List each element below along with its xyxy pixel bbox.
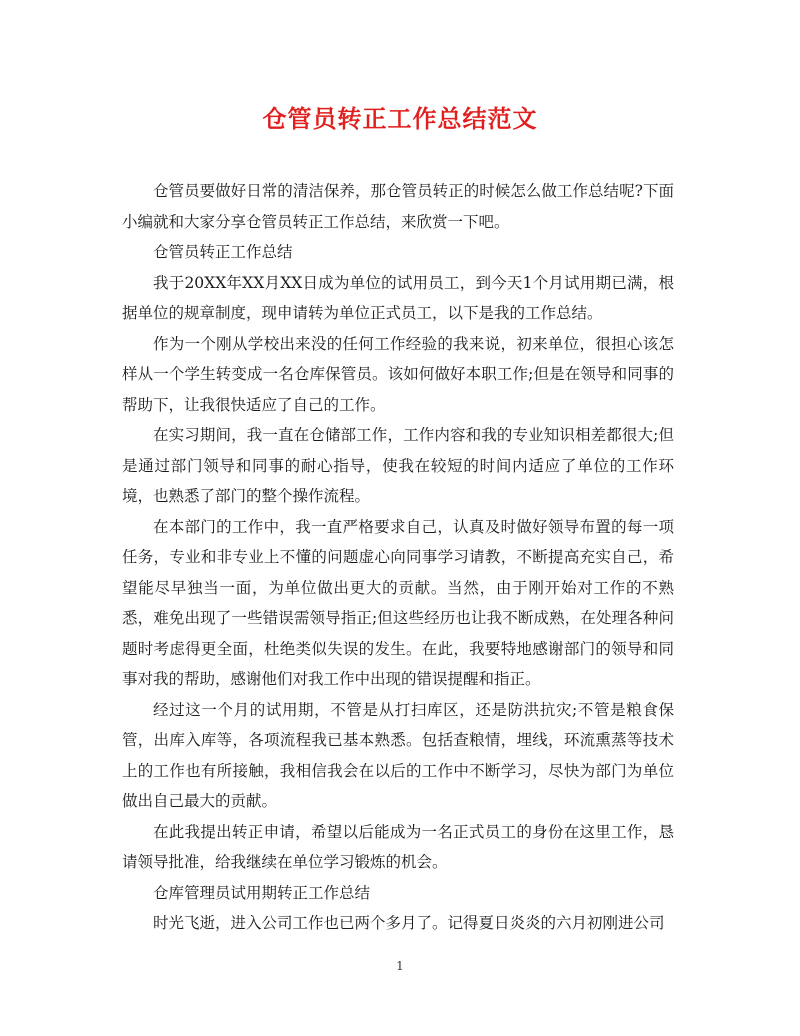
body-paragraph: 在实习期间，我一直在仓储部工作，工作内容和我的专业知识相差都很大;但是通过部门领导和同事的耐心指导，使我在较短的时间内适应了单位的工作环境，也熟悉了部门的整个操作流程。 xyxy=(122,426,674,505)
section-heading: 仓管员转正工作总结 xyxy=(153,243,293,261)
body-paragraph: 作为一个刚从学校出来没的任何工作经验的我来说，初来单位，很担心该怎样从一个学生转变成一名仓库保管员。该如何做好本职工作;但是在领导和同事的帮助下，让我很快适应了自己的工作。 xyxy=(122,334,674,414)
document-title: 仓管员转正工作总结范文 xyxy=(262,104,538,133)
body-paragraph: 在此我提出转正申请，希望以后能成为一名正式员工的身份在这里工作，恳请领导批准，给我继续在单位学习锻炼的机会。 xyxy=(122,822,674,871)
page-number: 1 xyxy=(396,959,404,973)
intro-paragraph: 仓管员要做好日常的清洁保养，那仓管员转正的时候怎么做工作总结呢?下面小编就和大家分享仓管员转正工作总结，来欣赏一下吧。 xyxy=(122,182,674,231)
body-paragraph: 在本部门的工作中，我一直严格要求自己，认真及时做好领导布置的每一项任务，专业和非专业上不懂的问题虚心向同事学习请教，不断提高充实自己，希望能尽早独当一面，为单位做出更大的贡献。当然，由于刚开始对工作的不熟悉，难免出现了一些错误需领导指正;但这些经历也让我不断成熟，在处理各种问题时考虑得更全面，杜绝类似失误的发生。在此，我要特地感谢部门的领导和同事对我的帮助，感谢他们对我工作中出现的错误提醒和指正。 xyxy=(122,517,674,688)
section-heading: 仓库管理员试用期转正工作总结 xyxy=(153,883,371,902)
body-paragraph: 我于20XX年XX月XX日成为单位的试用员工，到今天1个月试用期已满，根据单位的规章制度，现申请转为单位正式员工，以下是我的工作总结。 xyxy=(122,273,674,322)
body-paragraph: 时光飞逝，进入公司工作也已两个多月了。记得夏日炎炎的六月初刚进公司 xyxy=(153,914,665,932)
body-paragraph: 经过这一个月的试用期，不管是从打扫库区，还是防洪抗灾;不管是粮食保管，出库入库等，各项流程我已基本熟悉。包括查粮情，埋线，环流熏蒸等技术上的工作也有所接触，我相信我会在以后的工作中不断学习，尽快为部门为单位做出自己最大的贡献。 xyxy=(122,700,674,810)
document-body xyxy=(122,176,674,939)
